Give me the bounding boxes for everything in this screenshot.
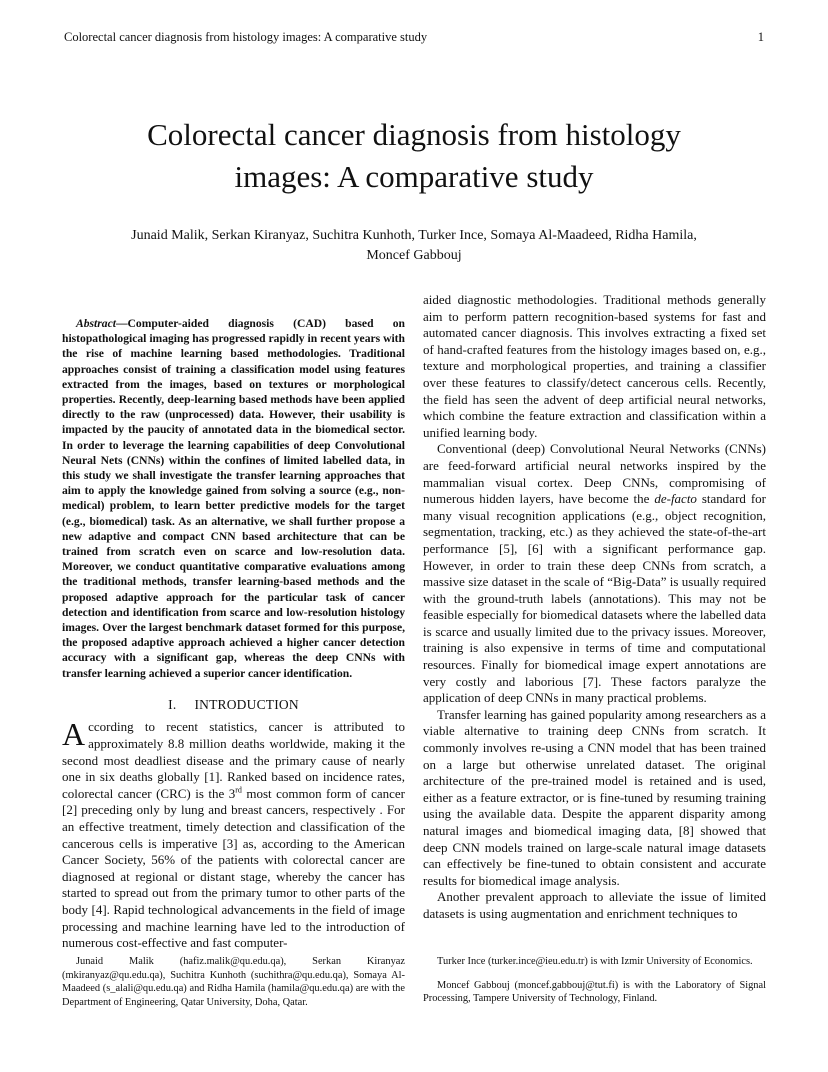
intro-p2-text-a: Conventional (deep) Convolutional Neural Networks (CNNs) are feed-forward artificial neural networks inspired by the mammalian visual cortex. Deep CNNs, compromising of numerous hidden layers, have become the [423,441,766,507]
footnote-left [62,955,405,1019]
intro-p2-emphasis: de-facto [654,491,697,507]
left-column [62,316,405,952]
authors-line-1: Junaid Malik, Serkan Kiranyaz, Suchitra Kunhoth, Turker Ince, Somaya Al-Maadeed, Ridha Hamila, [131,228,697,243]
section-heading-introduction [62,697,405,714]
ordinal-superscript: rd [235,785,242,795]
abstract-dash: — [115,317,128,330]
abstract-label: Abstract [76,317,116,330]
right-column [423,292,766,923]
intro-paragraph-2 [423,441,766,707]
intro-paragraph-1-continued: aided diagnostic methodologies. Traditional methods generally aim to perform pattern recognition-based systems for fast and automated cancer diagnosis. This involves extracting a fixed set of hand-crafted features from the histology images based on, e.g., texture and morphological properties, and training a classifier over these features to classify/detect cancerous cells. Recently, the field has seen the advent of deep artificial neural networks, which combine the feature extraction and classification within a unified learning body. [423,292,766,440]
section-title: INTRODUCTION [194,696,299,712]
paper-title [60,114,768,198]
authors-line-2: Moncef Gabbouj [366,248,462,263]
section-number: I. [168,696,177,712]
page-number: 1 [757,30,764,44]
abstract-text: Computer-aided diagnosis (CAD) based on histopathological imaging has progressed rapidly in recent years with the rise of machine learning based methodologies. Traditional approaches consist of training a classification model using features extracted from the images, based on textures or morphological properties. Recently, deep-learning based methods have been applied directly to the raw (unprocessed) data. However, their usability is impacted by the paucity of annotated data in the biomedical sector. In order to leverage the learning capabilities of deep Convolutional Neural Nets (CNNs) within the confines of limited labelled data, in this study we shall investigate the transfer learning approaches that aim to apply the knowledge gained from solving a source (e.g., non-medical) problem, to learn better predictive models for the target (e.g., biomedical) task. As an alternative, we shall further propose a new adaptive and compact CNN based architecture that can be trained from scratch even on scarce and low-resolution data. Moreover, we conduct quantitative comparative evaluations among the traditional methods, transfer learning-based methods and the proposed adaptive approach for the particular task of cancer detection and identification from scarce and low-resolution histology images. Over the largest benchmark dataset formed for this purpose, the proposed adaptive approach achieved a higher cancer detection accuracy with a significant gap, whereas the deep CNNs with transfer learning achieved a superior cancer identification. [62,317,405,680]
footnote-affiliation-gabbouj: Moncef Gabbouj (moncef.gabbouj@tut.fi) is with the Laboratory of Signal Processing, Tampere University of Technology, Finland. [423,979,766,1005]
title-line-2: images: A comparative study [234,159,594,194]
intro-paragraph-1 [62,716,405,951]
footnote-affiliations-qu: Junaid Malik (hafiz.malik@qu.edu.qa), Serkan Kiranyaz (mkiranyaz@qu.edu.qa), Suchitra Kunhoth (suchithra@qu.edu.qa), Somaya Al-Maadeed (s_alali@qu.edu.qa) and Ridha Hamila (hamila@qu.edu.qa) are with the Department of Engineering, Qatar University, Doha, Qatar. [62,956,405,1008]
intro-p1-text-b: most common form of cancer [2] preceding only by lung and breast cancers, respectively . For an effective treatment, timely detection and classification of the cancerous cells is imperative [3] as, according to the American Cancer Society, 56% of the patients with colorectal cancer are diagnosed at regional or distant stage, whereby the cancer has started to spread out from the primary tumor to other parts of the body [4]. Rapid technological advancements in the field of image processing and machine learning have led to the introduction of numerous cost-effective and fast computer- [62,785,405,951]
running-title: Colorectal cancer diagnosis from histology images: A comparative study [64,30,428,44]
author-list [70,226,758,266]
title-line-1: Colorectal cancer diagnosis from histology [147,117,681,152]
footnote-affiliation-ince: Turker Ince (turker.ince@ieu.edu.tr) is with Izmir University of Economics. [437,956,753,967]
intro-p2-text-b: standard for many visual recognition applications (e.g., object recognition, segmentation, tracking, etc.) as they achieved the state-of-the-art performance [5], [6] with a significant performance gap. However, in order to train these deep CNNs from scratch, a massive size dataset in the scale of “Big-Data” is usually required with the ground-truth labels (annotations). This may not be feasible especially for biomedical datasets where the labelled data is scarce and usually limited due to the privacy issues. Moreover, training is also expensive in terms of time and computational resources. Finally for biomedical image expert annotations are very costly and laborious [7]. These factors paralyze the application of deep CNNs in many practical problems. [423,491,766,706]
drop-cap: A [62,716,86,753]
footnote-right [423,955,766,1016]
intro-p1-text-a: ccording to recent statistics, cancer is attributed to approximately 8.8 million deaths worldwide, making it the second most deadliest disease and the primary cause of nearly one in six deaths globally [1]. Ranked based on incidence rates, colorectal cancer (CRC) is the 3 [62,719,405,801]
intro-paragraph-4: Another prevalent approach to alleviate the issue of limited datasets is using augmentation and enrichment techniques to [423,889,766,921]
abstract [62,316,405,681]
intro-paragraph-3: Transfer learning has gained popularity among researchers as a viable alternative to training deep CNNs from scratch. It commonly involves re-using a CNN model that has been trained on a large but otherwise unrelated dataset. The original architecture of the pre-trained model is retained and is used, either as a feature extractor, or is fine-tuned by resuming training using the available data. Despite the apparent disparity among natural images and biomedical imaging data, [8] showed that deep CNN models trained on large-scale natural image datasets can effectively be fine-tuned to obtain consistent and accurate results for biomedical image analysis. [423,706,766,888]
running-header [64,30,764,45]
